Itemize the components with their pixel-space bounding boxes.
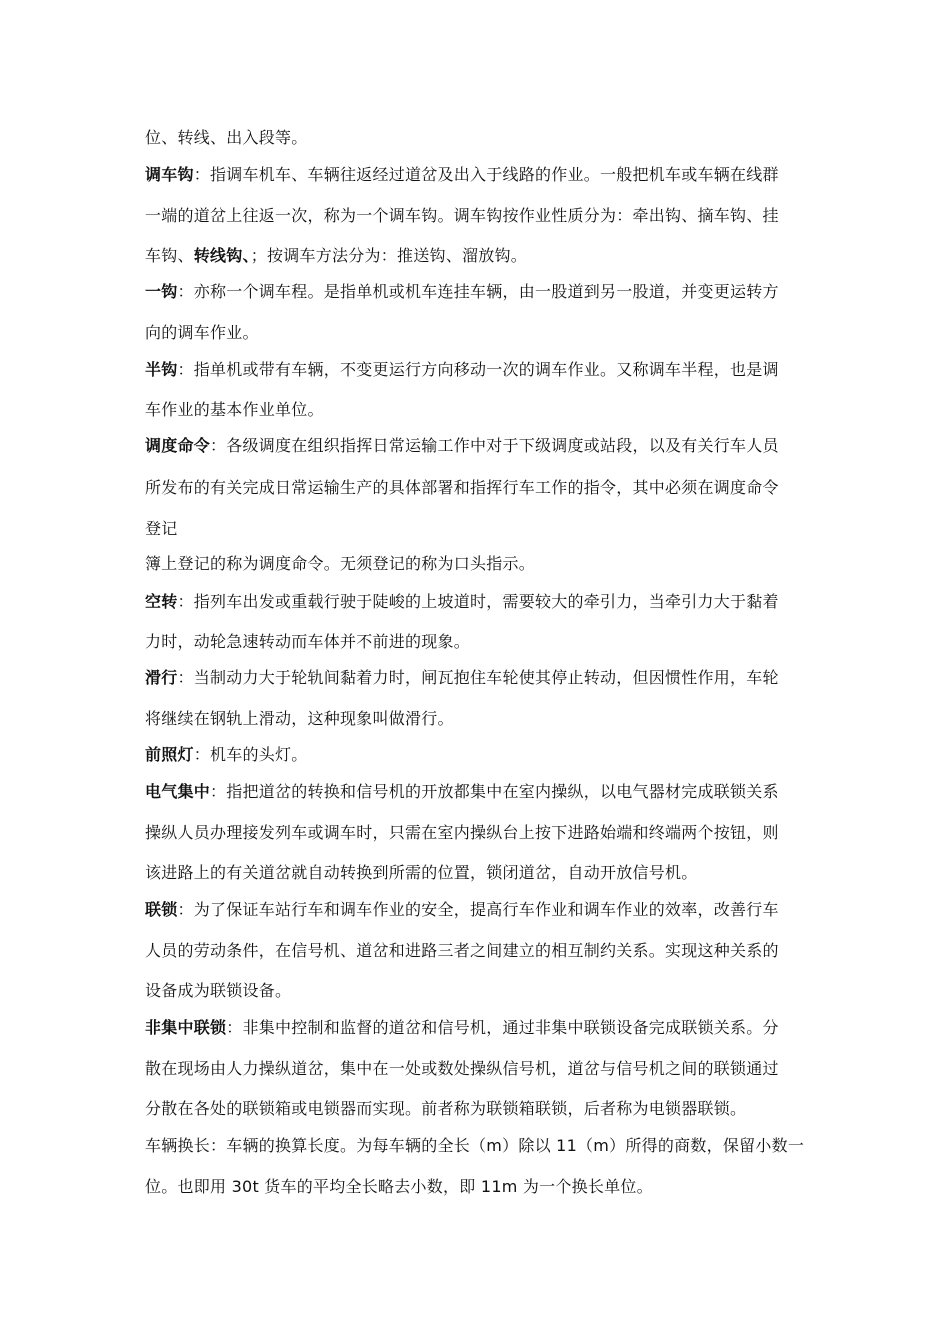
term-label: 空转 bbox=[145, 592, 178, 611]
text-line: 力时，动轮急速转动而车体并不前进的现象。 bbox=[145, 632, 471, 651]
text-line: 车钩、转线钩、；按调车方法分为：推送钩、溜放钩。 bbox=[145, 246, 528, 265]
text-line: 散在现场由人力操纵道岔，集中在一处或数处操纵信号机，道岔与信号机之间的联锁通过 bbox=[145, 1059, 779, 1078]
text-line: 该进路上的有关道岔就自动转换到所需的位置，锁闭道岔，自动开放信号机。 bbox=[145, 863, 698, 882]
term-label: 调车钩 bbox=[145, 165, 194, 184]
text-line: 所发布的有关完成日常运输生产的具体部署和指挥行车工作的指令，其中必须在调度命令 bbox=[145, 478, 779, 497]
definition-line: 半钩：指单机或带有车辆，不变更运行方向移动一次的调车作业。又称调车半程，也是调 bbox=[145, 360, 779, 379]
definition-line: 联锁：为了保证车站行车和调车作业的安全，提高行车作业和调车作业的效率，改善行车 bbox=[145, 900, 779, 919]
term-label: 联锁 bbox=[145, 900, 178, 919]
text-line: 车作业的基本作业单位。 bbox=[145, 400, 324, 419]
text-line: 分散在各处的联锁箱或电锁器而实现。前者称为联锁箱联锁，后者称为电锁器联锁。 bbox=[145, 1099, 747, 1118]
term-label: 非集中联锁 bbox=[145, 1018, 227, 1037]
text-line: 向的调车作业。 bbox=[145, 323, 259, 342]
definition-line: 调车钩：指调车机车、车辆往返经过道岔及出入于线路的作业。一般把机车或车辆在线群 bbox=[145, 165, 779, 184]
text-line: 位、转线、出入段等。 bbox=[145, 128, 308, 147]
text-line: 簿上登记的称为调度命令。无须登记的称为口头指示。 bbox=[145, 554, 536, 573]
text-line: 人员的劳动条件，在信号机、道岔和进路三者之间建立的相互制约关系。实现这种关系的 bbox=[145, 941, 779, 960]
term-label: 滑行 bbox=[145, 668, 178, 687]
definition-line: 车辆换长：车辆的换算长度。为每车辆的全长（m）除以 11（m）所得的商数，保留小数一 bbox=[145, 1136, 805, 1155]
text-line: 登记 bbox=[145, 519, 178, 538]
term-label: 一钩 bbox=[145, 282, 178, 301]
definition-line: 电气集中：指把道岔的转换和信号机的开放都集中在室内操纵，以电气器材完成联锁关系 bbox=[145, 782, 779, 801]
definition-line: 前照灯：机车的头灯。 bbox=[145, 745, 308, 764]
text-line: 位。也即用 30t 货车的平均全长略去小数，即 11m 为一个换长单位。 bbox=[145, 1177, 653, 1196]
definition-line: 一钩：亦称一个调车程。是指单机或机车连挂车辆，由一股道到另一股道，并变更运转方 bbox=[145, 282, 779, 301]
text-line: 设备成为联锁设备。 bbox=[145, 981, 292, 1000]
definition-line: 调度命令：各级调度在组织指挥日常运输工作中对于下级调度或站段，以及有关行车人员 bbox=[145, 436, 779, 455]
term-label: 前照灯 bbox=[145, 745, 194, 764]
text-line: 操纵人员办理接发列车或调车时，只需在室内操纵台上按下进路始端和终端两个按钮，则 bbox=[145, 823, 779, 842]
term-label: 电气集中 bbox=[145, 782, 211, 801]
term-label: 半钩 bbox=[145, 360, 178, 379]
text-line: 一端的道岔上往返一次，称为一个调车钩。调车钩按作业性质分为：牵出钩、摘车钩、挂 bbox=[145, 206, 779, 225]
term-label: 调度命令 bbox=[145, 436, 211, 455]
text-line: 将继续在钢轨上滑动，这种现象叫做滑行。 bbox=[145, 709, 454, 728]
definition-line: 非集中联锁：非集中控制和监督的道岔和信号机，通过非集中联锁设备完成联锁关系。分 bbox=[145, 1018, 779, 1037]
definition-line: 滑行：当制动力大于轮轨间黏着力时，闸瓦抱住车轮使其停止转动，但因惯性作用，车轮 bbox=[145, 668, 779, 687]
definition-line: 空转：指列车出发或重载行驶于陡峻的上坡道时，需要较大的牵引力，当牵引力大于黏着 bbox=[145, 592, 779, 611]
